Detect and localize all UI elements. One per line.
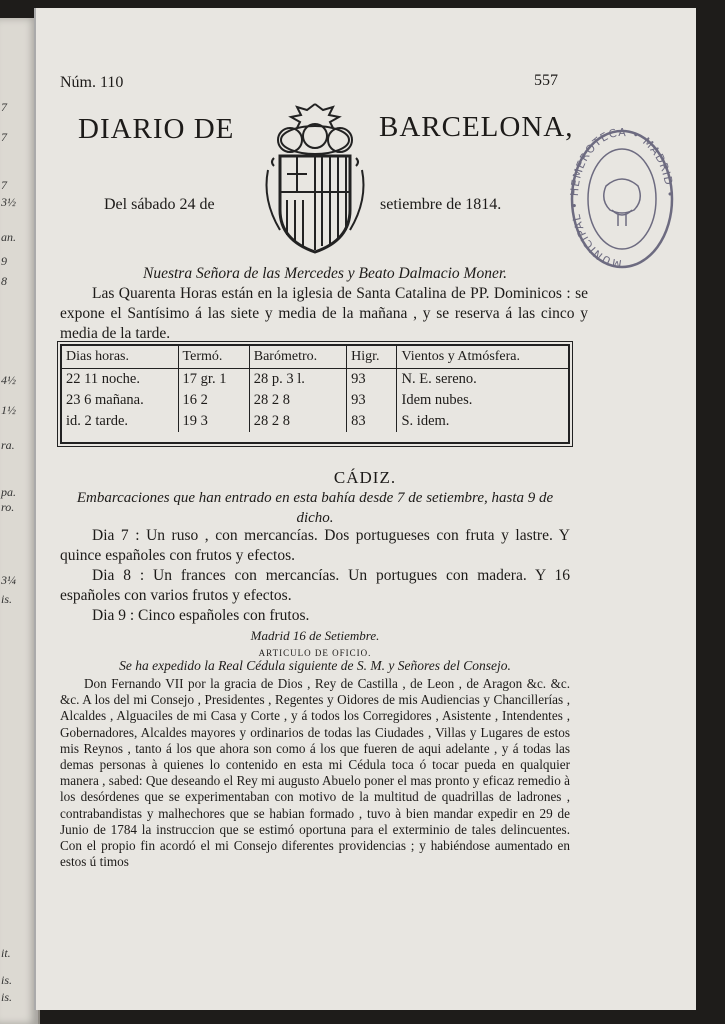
stamp-text: MUNICIPAL • HEMEROTECA • MADRID • (568, 126, 676, 271)
margin-mark: is. (1, 592, 13, 606)
margin-mark: 7 (1, 178, 7, 192)
margin-mark: 8 (1, 274, 7, 288)
ship-entry: Dia 7 : Un ruso , con mercancías. Dos portugueses con fruta y lastre. Y quince españoles con frutos y efectos. (60, 527, 570, 564)
cedula-title: Se ha expedido la Real Cédula siguiente de S. M. y Señores del Consejo. (119, 658, 511, 673)
table-cell: S. idem. (397, 411, 568, 432)
section-heading-cadiz: CÁDIZ. (333, 468, 397, 487)
table-cell: 28 2 8 (249, 390, 346, 411)
col-header: Higr. (347, 346, 397, 369)
table-cell: 16 2 (178, 390, 249, 411)
table-cell: 19 3 (178, 411, 249, 432)
cadiz-subheading: Embarcaciones que han entrado en esta bahía desde 7 de setiembre, hasta 9 de dicho. (76, 490, 554, 526)
table-cell: 93 (347, 390, 397, 411)
ship-entry: Dia 8 : Un frances con mercancías. Un portugues con madera. Y 16 españoles con varios frutos y efectos. (60, 567, 570, 604)
margin-mark: ro. (1, 500, 15, 514)
date-left: Del sábado 24 de (104, 196, 215, 213)
table-cell: 83 (347, 411, 397, 432)
margin-mark: 7 (1, 100, 7, 114)
decree-text: Don Fernando VII por la gracia de Dios , Rey de Castilla , de Leon , de Aragon &c. &c. &c. A los del mi Consejo , Presidentes , Regentes y Oidores de mis Audiencias y Chancillerías , Alcaldes , Alguaciles de mi Casa y Corte , y á todos los Corregidores , Asistente , Intendentes , Gobernadores, Alcaldes mayores y ordinarios de todas las Ciudades , Villas y Lugares de estos mis Reynos , tanto á los que ahora son como á los que fueren de aqui adelante , y á todas las demas personas à quienes lo contenido en esta mi Cédula toca ó tocar pueda en qualquier manera , sabed: Que deseando el Rey mi augusto Abuelo poner el mas pronto y eficaz remedio à los desórdenes que se experimentaban con motivo de la multitud de quadrillas de ladrones , contrabandistas y malhechores que se habian formado , tuvo à bien mandar expedir en 29 de Junio de 1784 la instruccion que se estimó oportuna para el exterminio de tales delincuentes. Con el propio fin acordó el mi Consejo diferentes providencias ; y habiéndose aumentado en estos ú timos (60, 676, 570, 870)
table-row (62, 390, 568, 411)
weather-table (60, 344, 570, 444)
page-number: 557 (534, 72, 558, 89)
col-header: Vientos y Atmósfera. (397, 346, 568, 369)
margin-mark: 4½ (1, 373, 16, 387)
col-header: Dias horas. (62, 346, 178, 369)
margin-mark: 7 (1, 130, 7, 144)
margin-mark: is. (1, 990, 13, 1004)
margin-mark: ra. (1, 438, 15, 452)
barcelona-coat-of-arms-icon (260, 100, 370, 258)
table-cell: id. 2 tarde. (66, 413, 129, 429)
margin-mark: 1½ (1, 403, 16, 417)
newspaper-page (34, 8, 696, 1010)
margin-mark: 3¼ (1, 573, 16, 587)
margin-mark: 9 (1, 254, 7, 268)
hemeroteca-stamp-icon (568, 126, 676, 272)
madrid-dateline: Madrid 16 de Setiembre. (250, 628, 380, 643)
masthead-title-left: DIARIO DE (78, 113, 235, 145)
weather-table-header (62, 346, 568, 369)
cuarenta-horas-notice: Las Quarenta Horas están en la iglesia de Santa Catalina de PP. Dominicos : se expone el Santísimo á las siete y media de la mañana , y se reserva á las cinco y media de la tarde. (60, 285, 588, 342)
margin-mark: is. (1, 973, 13, 987)
table-row (62, 369, 568, 391)
issue-number: Núm. 110 (60, 74, 124, 91)
table-cell: N. E. sereno. (397, 369, 568, 391)
col-header: Barómetro. (249, 346, 346, 369)
col-header: Termó. (178, 346, 249, 369)
table-cell: 22 11 noche. (66, 371, 140, 387)
table-row (62, 411, 568, 432)
date-right: setiembre de 1814. (380, 196, 502, 213)
margin-mark: it. (1, 946, 11, 960)
ship-entry: Dia 9 : Cinco españoles con frutos. (92, 607, 310, 624)
table-cell: 28 p. 3 l. (249, 369, 346, 391)
table-cell: 28 2 8 (249, 411, 346, 432)
table-cell: Idem nubes. (397, 390, 568, 411)
saint-of-the-day: Nuestra Señora de las Mercedes y Beato Dalmacio Moner. (142, 265, 508, 282)
table-cell: 17 gr. 1 (178, 369, 249, 391)
margin-mark: an. (1, 230, 16, 244)
margin-mark: pa. (1, 485, 16, 499)
table-cell: 23 6 mañana. (66, 392, 144, 408)
table-cell: 93 (347, 369, 397, 391)
masthead-title-right: BARCELONA, (379, 111, 574, 143)
articulo-de-oficio: ARTICULO DE OFICIO. (258, 648, 372, 658)
margin-mark: 3½ (1, 195, 16, 209)
